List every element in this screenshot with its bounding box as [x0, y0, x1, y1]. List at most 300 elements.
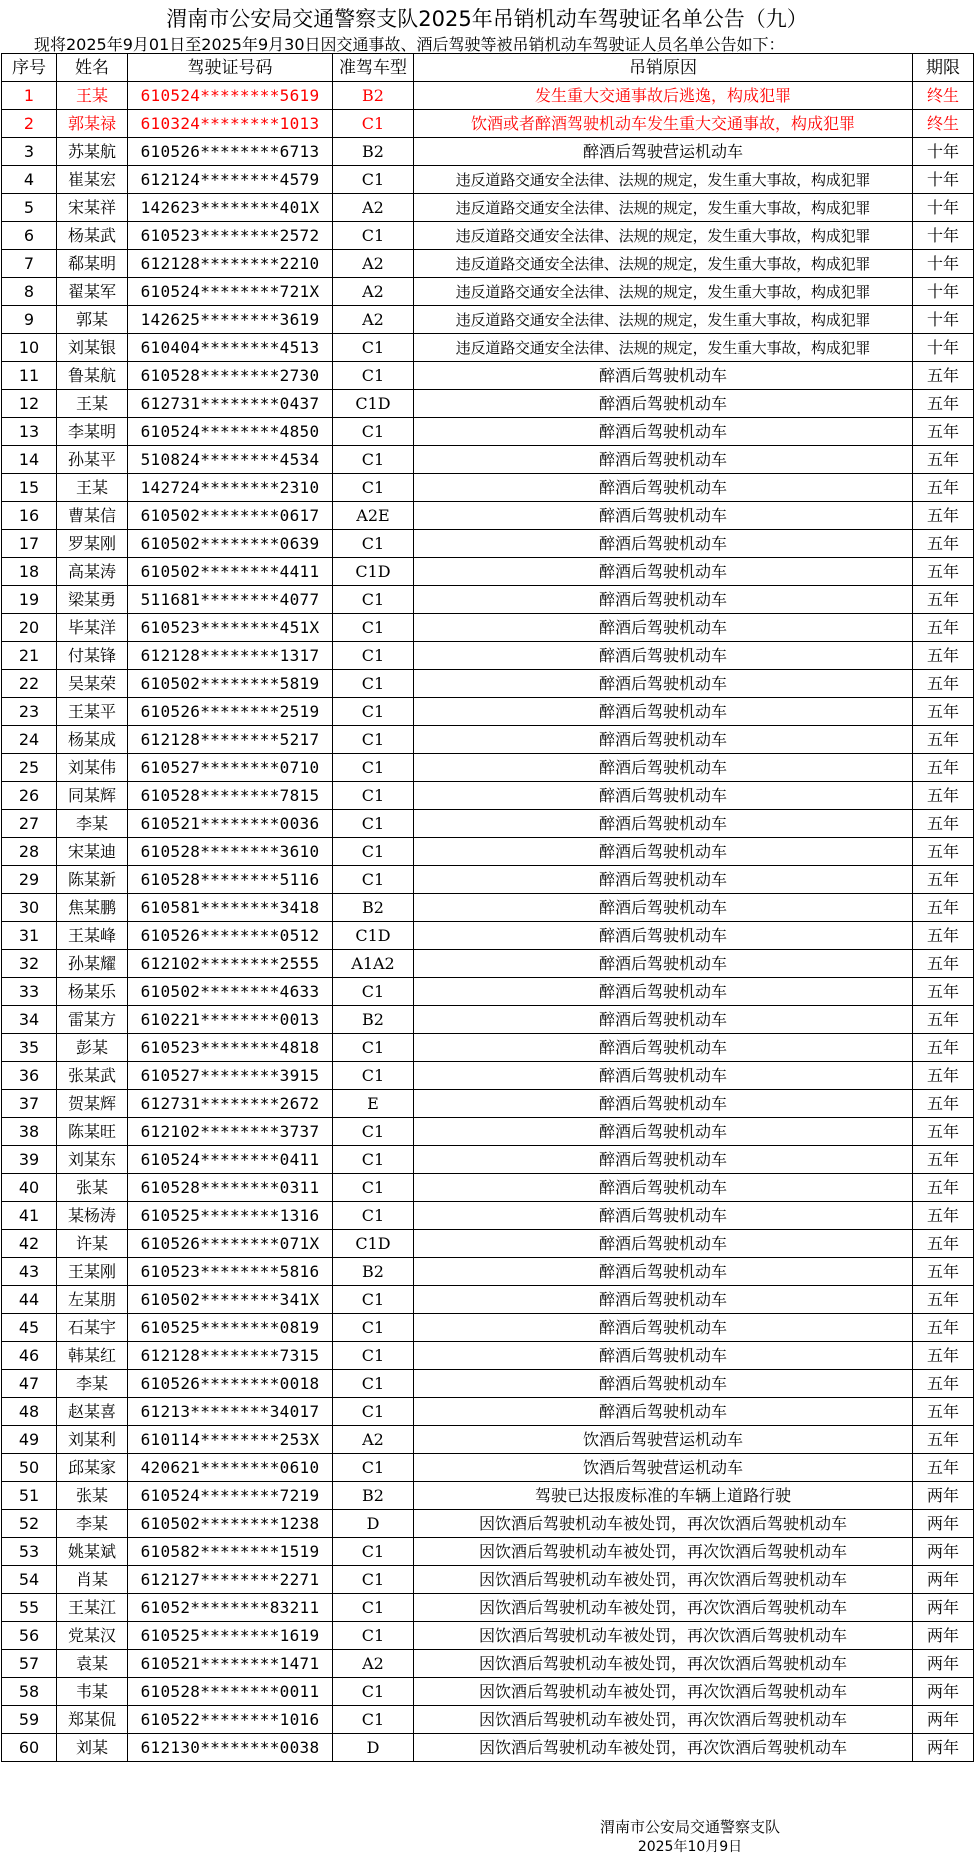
table-row: [2, 698, 974, 726]
table-row: [2, 418, 974, 446]
table-row: [2, 1398, 974, 1426]
row-term: 五年: [913, 362, 974, 390]
header-license-number: 驾驶证号码: [128, 54, 333, 82]
row-vehicle-class: C1: [333, 670, 414, 698]
row-term: 五年: [913, 418, 974, 446]
row-term: 五年: [913, 1034, 974, 1062]
row-reason: 因饮酒后驾驶机动车被处罚，再次饮酒后驾驶机动车: [414, 1594, 913, 1622]
row-reason: 因饮酒后驾驶机动车被处罚，再次饮酒后驾驶机动车: [414, 1510, 913, 1538]
row-term: 两年: [913, 1678, 974, 1706]
row-vehicle-class: C1D: [333, 1230, 414, 1258]
row-term: 五年: [913, 1286, 974, 1314]
row-term: 五年: [913, 1230, 974, 1258]
row-license-number: 612130********0038: [128, 1734, 333, 1762]
table-row: [2, 250, 974, 278]
row-vehicle-class: B2: [333, 1006, 414, 1034]
row-name: 王某: [57, 474, 128, 502]
row-vehicle-class: C1D: [333, 390, 414, 418]
row-number: 59: [2, 1706, 57, 1734]
row-license-number: 420621********0610: [128, 1454, 333, 1482]
table-row: [2, 222, 974, 250]
row-term: 五年: [913, 474, 974, 502]
row-reason: 醉酒后驾驶机动车: [414, 362, 913, 390]
row-vehicle-class: E: [333, 1090, 414, 1118]
row-name: 高某涛: [57, 558, 128, 586]
table-row: [2, 586, 974, 614]
table-row: [2, 1314, 974, 1342]
row-vehicle-class: C1: [333, 1594, 414, 1622]
row-term: 五年: [913, 1202, 974, 1230]
row-vehicle-class: C1: [333, 1678, 414, 1706]
row-reason: 违反道路交通安全法律、法规的规定，发生重大事故，构成犯罪: [414, 306, 913, 334]
row-reason: 醉酒后驾驶机动车: [414, 950, 913, 978]
table-row: [2, 614, 974, 642]
table-row: [2, 1678, 974, 1706]
row-vehicle-class: A2: [333, 278, 414, 306]
row-number: 57: [2, 1650, 57, 1678]
table-row: [2, 642, 974, 670]
row-number: 40: [2, 1174, 57, 1202]
row-reason: 饮酒或者醉酒驾驶机动车发生重大交通事故，构成犯罪: [414, 110, 913, 138]
table-header-row: [2, 54, 974, 82]
row-reason: 违反道路交通安全法律、法规的规定，发生重大事故，构成犯罪: [414, 334, 913, 362]
row-term: 五年: [913, 754, 974, 782]
row-term: 五年: [913, 1398, 974, 1426]
row-license-number: 610502********4633: [128, 978, 333, 1006]
table-row: [2, 726, 974, 754]
row-vehicle-class: A2: [333, 1650, 414, 1678]
table-row: [2, 1342, 974, 1370]
row-term: 两年: [913, 1734, 974, 1762]
row-term: 十年: [913, 278, 974, 306]
row-vehicle-class: C1: [333, 110, 414, 138]
row-license-number: 510824********4534: [128, 446, 333, 474]
row-number: 16: [2, 502, 57, 530]
row-reason: 醉酒后驾驶机动车: [414, 418, 913, 446]
table-row: [2, 866, 974, 894]
intro-text: 现将2025年9月01日至2025年9月30日因交通事故、酒后驾驶等被吊销机动车驾驶证人员名单公告如下：: [34, 35, 785, 54]
row-number: 45: [2, 1314, 57, 1342]
row-reason: 违反道路交通安全法律、法规的规定，发生重大事故，构成犯罪: [414, 194, 913, 222]
row-license-number: 610524********5619: [128, 82, 333, 110]
row-number: 49: [2, 1426, 57, 1454]
row-name: 杨某成: [57, 726, 128, 754]
row-vehicle-class: C1: [333, 1706, 414, 1734]
row-vehicle-class: A2: [333, 194, 414, 222]
row-name: 宋某祥: [57, 194, 128, 222]
row-license-number: 610523********451X: [128, 614, 333, 642]
table-row: [2, 1202, 974, 1230]
row-name: 崔某宏: [57, 166, 128, 194]
table-row: [2, 362, 974, 390]
row-term: 五年: [913, 1006, 974, 1034]
table-row: [2, 1286, 974, 1314]
row-reason: 醉酒后驾驶机动车: [414, 390, 913, 418]
row-license-number: 142724********2310: [128, 474, 333, 502]
row-license-number: 610502********341X: [128, 1286, 333, 1314]
row-vehicle-class: A2: [333, 1426, 414, 1454]
row-term: 五年: [913, 642, 974, 670]
row-term: 五年: [913, 670, 974, 698]
row-number: 46: [2, 1342, 57, 1370]
row-term: 终生: [913, 82, 974, 110]
row-term: 两年: [913, 1510, 974, 1538]
table-row: [2, 1034, 974, 1062]
row-term: 五年: [913, 446, 974, 474]
row-reason: 醉酒后驾驶机动车: [414, 1230, 913, 1258]
row-license-number: 61052********83211: [128, 1594, 333, 1622]
row-number: 6: [2, 222, 57, 250]
table-row: [2, 1370, 974, 1398]
row-term: 五年: [913, 1090, 974, 1118]
row-number: 43: [2, 1258, 57, 1286]
row-term: 五年: [913, 1258, 974, 1286]
row-vehicle-class: C1: [333, 810, 414, 838]
header-no: 序号: [2, 54, 57, 82]
row-vehicle-class: A1A2: [333, 950, 414, 978]
row-license-number: 610527********3915: [128, 1062, 333, 1090]
row-term: 五年: [913, 530, 974, 558]
row-term: 五年: [913, 1118, 974, 1146]
row-name: 宋某迪: [57, 838, 128, 866]
row-vehicle-class: C1: [333, 530, 414, 558]
row-name: 刘某东: [57, 1146, 128, 1174]
row-name: 张某武: [57, 1062, 128, 1090]
row-number: 21: [2, 642, 57, 670]
row-name: 苏某航: [57, 138, 128, 166]
row-term: 十年: [913, 138, 974, 166]
row-license-number: 612128********7315: [128, 1342, 333, 1370]
row-license-number: 610523********4818: [128, 1034, 333, 1062]
row-name: 肖某: [57, 1566, 128, 1594]
row-vehicle-class: C1: [333, 1454, 414, 1482]
row-term: 五年: [913, 922, 974, 950]
row-number: 31: [2, 922, 57, 950]
row-vehicle-class: B2: [333, 894, 414, 922]
row-vehicle-class: C1: [333, 474, 414, 502]
row-term: 两年: [913, 1594, 974, 1622]
footer-date: 2025年10月9日: [637, 1839, 743, 1855]
row-name: 毕某洋: [57, 614, 128, 642]
row-license-number: 610502********4411: [128, 558, 333, 586]
row-number: 44: [2, 1286, 57, 1314]
row-number: 3: [2, 138, 57, 166]
table-row: [2, 950, 974, 978]
row-number: 41: [2, 1202, 57, 1230]
row-name: 杨某武: [57, 222, 128, 250]
row-term: 十年: [913, 306, 974, 334]
table-row: [2, 894, 974, 922]
row-name: 韩某红: [57, 1342, 128, 1370]
row-vehicle-class: C1: [333, 1286, 414, 1314]
row-reason: 醉酒后驾驶机动车: [414, 866, 913, 894]
row-term: 两年: [913, 1706, 974, 1734]
row-vehicle-class: C1: [333, 1118, 414, 1146]
row-name: 李某: [57, 810, 128, 838]
row-vehicle-class: C1: [333, 1034, 414, 1062]
row-number: 7: [2, 250, 57, 278]
row-term: 五年: [913, 1454, 974, 1482]
header-name: 姓名: [57, 54, 128, 82]
row-term: 五年: [913, 1062, 974, 1090]
table-row: [2, 1230, 974, 1258]
table-row: [2, 670, 974, 698]
row-reason: 醉酒后驾驶机动车: [414, 642, 913, 670]
row-vehicle-class: C1: [333, 1146, 414, 1174]
row-vehicle-class: C1D: [333, 558, 414, 586]
row-number: 32: [2, 950, 57, 978]
row-term: 两年: [913, 1538, 974, 1566]
row-name: 某杨涛: [57, 1202, 128, 1230]
table-row: [2, 1566, 974, 1594]
row-number: 13: [2, 418, 57, 446]
row-number: 39: [2, 1146, 57, 1174]
row-term: 五年: [913, 866, 974, 894]
row-term: 五年: [913, 1314, 974, 1342]
row-term: 十年: [913, 334, 974, 362]
row-number: 34: [2, 1006, 57, 1034]
row-term: 五年: [913, 978, 974, 1006]
row-name: 焦某鹏: [57, 894, 128, 922]
table-row: [2, 754, 974, 782]
row-license-number: 610526********6713: [128, 138, 333, 166]
row-license-number: 612731********0437: [128, 390, 333, 418]
row-reason: 醉酒后驾驶机动车: [414, 1258, 913, 1286]
row-vehicle-class: A2: [333, 306, 414, 334]
row-name: 梁某勇: [57, 586, 128, 614]
row-license-number: 142625********3619: [128, 306, 333, 334]
row-name: 李某明: [57, 418, 128, 446]
row-vehicle-class: C1: [333, 1174, 414, 1202]
row-name: 鲁某航: [57, 362, 128, 390]
row-reason: 饮酒后驾驶营运机动车: [414, 1454, 913, 1482]
row-number: 11: [2, 362, 57, 390]
row-license-number: 610526********0018: [128, 1370, 333, 1398]
row-reason: 醉酒后驾驶机动车: [414, 726, 913, 754]
row-vehicle-class: C1: [333, 614, 414, 642]
table-row: [2, 1538, 974, 1566]
row-reason: 醉酒后驾驶机动车: [414, 1118, 913, 1146]
row-number: 15: [2, 474, 57, 502]
row-license-number: 610502********0639: [128, 530, 333, 558]
row-reason: 醉酒后驾驶机动车: [414, 1006, 913, 1034]
row-term: 五年: [913, 558, 974, 586]
row-license-number: 610502********1238: [128, 1510, 333, 1538]
row-license-number: 612128********2210: [128, 250, 333, 278]
row-reason: 因饮酒后驾驶机动车被处罚，再次饮酒后驾驶机动车: [414, 1678, 913, 1706]
row-reason: 醉酒后驾驶机动车: [414, 614, 913, 642]
row-vehicle-class: A2: [333, 250, 414, 278]
row-license-number: 610324********1013: [128, 110, 333, 138]
row-license-number: 610581********3418: [128, 894, 333, 922]
row-number: 14: [2, 446, 57, 474]
row-reason: 驾驶已达报废标准的车辆上道路行驶: [414, 1482, 913, 1510]
header-reason: 吊销原因: [414, 54, 913, 82]
row-number: 2: [2, 110, 57, 138]
table-row: [2, 1510, 974, 1538]
row-license-number: 610502********5819: [128, 670, 333, 698]
row-license-number: 610221********0013: [128, 1006, 333, 1034]
row-name: 陈某旺: [57, 1118, 128, 1146]
row-vehicle-class: B2: [333, 138, 414, 166]
row-vehicle-class: B2: [333, 82, 414, 110]
row-number: 23: [2, 698, 57, 726]
row-name: 郗某明: [57, 250, 128, 278]
table-row: [2, 1146, 974, 1174]
row-reason: 醉酒后驾驶营运机动车: [414, 138, 913, 166]
row-name: 王某: [57, 390, 128, 418]
row-number: 1: [2, 82, 57, 110]
row-name: 贺某辉: [57, 1090, 128, 1118]
table-row: [2, 978, 974, 1006]
row-license-number: 612127********2271: [128, 1566, 333, 1594]
row-reason: 醉酒后驾驶机动车: [414, 1398, 913, 1426]
row-license-number: 610528********3610: [128, 838, 333, 866]
row-number: 51: [2, 1482, 57, 1510]
table-row: [2, 1706, 974, 1734]
table-row: [2, 1622, 974, 1650]
row-number: 18: [2, 558, 57, 586]
row-vehicle-class: D: [333, 1734, 414, 1762]
row-vehicle-class: C1: [333, 978, 414, 1006]
row-term: 五年: [913, 950, 974, 978]
row-vehicle-class: B2: [333, 1482, 414, 1510]
row-reason: 醉酒后驾驶机动车: [414, 502, 913, 530]
row-term: 两年: [913, 1482, 974, 1510]
table-row: [2, 474, 974, 502]
row-number: 24: [2, 726, 57, 754]
row-name: 王某: [57, 82, 128, 110]
row-name: 郭某: [57, 306, 128, 334]
row-number: 19: [2, 586, 57, 614]
row-license-number: 610524********0411: [128, 1146, 333, 1174]
table-row: [2, 558, 974, 586]
row-number: 36: [2, 1062, 57, 1090]
table-row: [2, 810, 974, 838]
row-vehicle-class: C1: [333, 1062, 414, 1090]
row-name: 孙某耀: [57, 950, 128, 978]
row-term: 五年: [913, 502, 974, 530]
row-name: 付某锋: [57, 642, 128, 670]
row-license-number: 612128********5217: [128, 726, 333, 754]
row-vehicle-class: C1: [333, 1398, 414, 1426]
row-name: 石某宇: [57, 1314, 128, 1342]
row-name: 党某汉: [57, 1622, 128, 1650]
row-term: 五年: [913, 894, 974, 922]
row-reason: 因饮酒后驾驶机动车被处罚，再次饮酒后驾驶机动车: [414, 1650, 913, 1678]
table-row: [2, 1258, 974, 1286]
row-name: 王某平: [57, 698, 128, 726]
row-vehicle-class: C1: [333, 362, 414, 390]
row-vehicle-class: C1: [333, 866, 414, 894]
row-vehicle-class: C1: [333, 334, 414, 362]
row-vehicle-class: C1: [333, 1622, 414, 1650]
row-name: 王某峰: [57, 922, 128, 950]
row-license-number: 610524********721X: [128, 278, 333, 306]
row-reason: 醉酒后驾驶机动车: [414, 1146, 913, 1174]
row-reason: 醉酒后驾驶机动车: [414, 698, 913, 726]
table-row: [2, 110, 974, 138]
row-name: 曹某信: [57, 502, 128, 530]
row-name: 李某: [57, 1510, 128, 1538]
row-name: 彭某: [57, 1034, 128, 1062]
row-name: 刘某利: [57, 1426, 128, 1454]
row-vehicle-class: A2E: [333, 502, 414, 530]
row-reason: 违反道路交通安全法律、法规的规定，发生重大事故，构成犯罪: [414, 166, 913, 194]
row-license-number: 612731********2672: [128, 1090, 333, 1118]
row-reason: 发生重大交通事故后逃逸，构成犯罪: [414, 82, 913, 110]
row-license-number: 610527********0710: [128, 754, 333, 782]
row-name: 雷某方: [57, 1006, 128, 1034]
table-row: [2, 1454, 974, 1482]
row-license-number: 610582********1519: [128, 1538, 333, 1566]
row-license-number: 610502********0617: [128, 502, 333, 530]
table-row: [2, 922, 974, 950]
row-license-number: 610528********0311: [128, 1174, 333, 1202]
table-row: [2, 1118, 974, 1146]
row-number: 35: [2, 1034, 57, 1062]
table-row: [2, 1482, 974, 1510]
table-row: [2, 138, 974, 166]
row-term: 五年: [913, 698, 974, 726]
row-number: 52: [2, 1510, 57, 1538]
row-name: 邱某家: [57, 1454, 128, 1482]
row-reason: 醉酒后驾驶机动车: [414, 670, 913, 698]
row-reason: 饮酒后驾驶营运机动车: [414, 1426, 913, 1454]
row-license-number: 61213********34017: [128, 1398, 333, 1426]
row-number: 42: [2, 1230, 57, 1258]
row-number: 58: [2, 1678, 57, 1706]
row-license-number: 142623********401X: [128, 194, 333, 222]
row-name: 罗某刚: [57, 530, 128, 558]
row-name: 刘某: [57, 1734, 128, 1762]
page-title: 渭南市公安局交通警察支队2025年吊销机动车驾驶证名单公告（九）: [166, 7, 808, 31]
row-vehicle-class: C1D: [333, 922, 414, 950]
row-number: 38: [2, 1118, 57, 1146]
row-reason: 醉酒后驾驶机动车: [414, 474, 913, 502]
row-reason: 醉酒后驾驶机动车: [414, 1202, 913, 1230]
row-license-number: 610528********2730: [128, 362, 333, 390]
row-reason: 醉酒后驾驶机动车: [414, 754, 913, 782]
row-number: 27: [2, 810, 57, 838]
row-vehicle-class: C1: [333, 726, 414, 754]
table-row: [2, 838, 974, 866]
table-row: [2, 390, 974, 418]
row-term: 十年: [913, 250, 974, 278]
row-license-number: 610524********4850: [128, 418, 333, 446]
row-vehicle-class: C1: [333, 222, 414, 250]
row-reason: 醉酒后驾驶机动车: [414, 1342, 913, 1370]
row-reason: 违反道路交通安全法律、法规的规定，发生重大事故，构成犯罪: [414, 250, 913, 278]
row-reason: 醉酒后驾驶机动车: [414, 838, 913, 866]
row-number: 50: [2, 1454, 57, 1482]
row-license-number: 610523********5816: [128, 1258, 333, 1286]
row-number: 28: [2, 838, 57, 866]
row-number: 54: [2, 1566, 57, 1594]
row-vehicle-class: C1: [333, 642, 414, 670]
row-license-number: 610404********4513: [128, 334, 333, 362]
row-license-number: 610524********7219: [128, 1482, 333, 1510]
table-row: [2, 1594, 974, 1622]
table-row: [2, 782, 974, 810]
row-name: 同某辉: [57, 782, 128, 810]
row-term: 两年: [913, 1566, 974, 1594]
row-vehicle-class: C1: [333, 586, 414, 614]
footer-org: 渭南市公安局交通警察支队: [599, 1818, 780, 1836]
table-row: [2, 334, 974, 362]
row-name: 刘某银: [57, 334, 128, 362]
row-license-number: 612128********1317: [128, 642, 333, 670]
